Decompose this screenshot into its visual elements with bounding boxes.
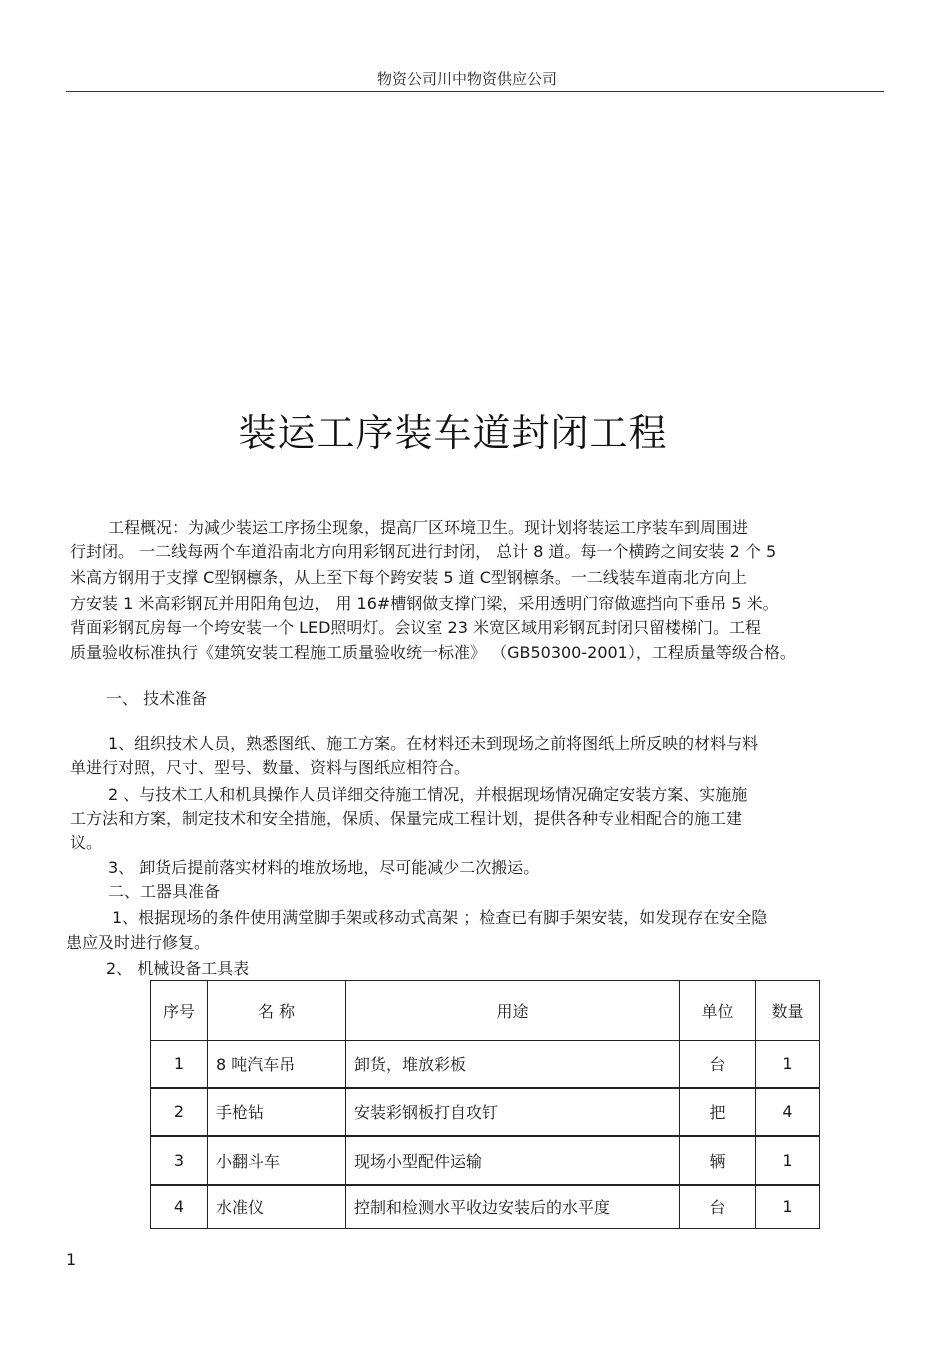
header-cell-use: 用途: [346, 981, 680, 1041]
cell-name: 水准仪: [208, 1185, 346, 1229]
cell-qty: 1: [756, 1041, 820, 1088]
cell-use: 现场小型配件运输: [346, 1136, 680, 1185]
paragraph-line: 单进行对照，尺寸、型号、数量、资料与图纸应相符合。: [70, 758, 471, 777]
cell-seq: 2: [151, 1088, 208, 1136]
equipment-table: [150, 980, 820, 1229]
paragraph-line: 议。: [70, 833, 103, 852]
cell-name: 小翻斗车: [208, 1136, 346, 1185]
cell-unit: 台: [680, 1041, 756, 1088]
overview-line: 背面彩钢瓦房每一个垮安装一个 LED照明灯。会议室 23 米宽区域用彩钢瓦封闭只留楼梯门。工程: [70, 618, 761, 637]
header-cell-qty: 数量: [756, 981, 820, 1041]
header-cell-name: 名 称: [208, 981, 346, 1041]
table-caption: 2、 机械设备工具表: [106, 959, 250, 978]
cell-use: 安装彩钢板打自攻钉: [346, 1088, 680, 1136]
table-row: [151, 1185, 820, 1229]
page-header: 物资公司川中物资供应公司: [376, 70, 557, 88]
overview-line: 行封闭。 一二线每两个车道沿南北方向用彩钢瓦进行封闭， 总计 8 道。每一个横跨之间安装 2 个 5: [70, 542, 777, 561]
cell-unit: 辆: [680, 1136, 756, 1185]
header-cell-unit: 单位: [680, 981, 756, 1041]
overview-line: 质量验收标准执行《建筑安装工程施工质量验收统一标准》 （GB50300-2001），工程质量等级合格。: [70, 643, 796, 662]
cell-qty: 1: [756, 1185, 820, 1229]
section-heading-tech: 一、 技术准备: [106, 689, 208, 708]
cell-qty: 1: [756, 1136, 820, 1185]
table-row: [151, 1041, 820, 1088]
paragraph-line: 工方法和方案，制定技术和安全措施，保质、保量完成工程计划，提供各种专业相配合的施工建: [70, 809, 743, 828]
header-cell-seq: 序号: [151, 981, 208, 1041]
section-heading-tools: 二、工器具准备: [108, 882, 221, 901]
table-header-row: [151, 981, 820, 1041]
overview-line: 方安装 1 米高彩钢瓦并用阳角包边， 用 16#槽钢做支撑门梁，采用透明门帘做遮挡向下垂吊 5 米。: [70, 594, 779, 613]
overview-line: 工程概况：为减少装运工序扬尘现象，提高厂区环境卫生。现计划将装运工序装车到周围进: [108, 518, 749, 537]
table-row: [151, 1136, 820, 1185]
cell-seq: 1: [151, 1041, 208, 1088]
cell-name: 8 吨汽车吊: [208, 1041, 346, 1088]
paragraph-line: 1、组织技术人员，熟悉图纸、施工方案。在材料还未到现场之前将图纸上所反映的材料与料: [108, 734, 759, 753]
cell-qty: 4: [756, 1088, 820, 1136]
cell-unit: 台: [680, 1185, 756, 1229]
cell-unit: 把: [680, 1088, 756, 1136]
cell-seq: 3: [151, 1136, 208, 1185]
page-number: 1: [66, 1250, 77, 1269]
cell-name: 手枪钻: [208, 1088, 346, 1136]
paragraph-line: 2 、与技术工人和机具操作人员详细交待施工情况，并根据现场情况确定安装方案、实施施: [108, 785, 748, 804]
paragraph-line: 3、 卸货后提前落实材料的堆放场地，尽可能减少二次搬运。: [108, 858, 540, 877]
cell-use: 卸货，堆放彩板: [346, 1041, 680, 1088]
cell-seq: 4: [151, 1185, 208, 1229]
overview-line: 米高方钢用于支撑 C型钢檩条，从上至下每个跨安装 5 道 C型钢檩条。一二线装车道南北方向上: [70, 568, 747, 587]
cell-use: 控制和检测水平收边安装后的水平度: [346, 1185, 680, 1229]
header-divider: [66, 91, 884, 92]
document-title: 装运工序装车道封闭工程: [238, 411, 668, 455]
table-row: [151, 1088, 820, 1136]
paragraph-line: 患应及时进行修复。: [66, 933, 211, 952]
paragraph-line: 1、根据现场的条件使用满堂脚手架或移动式高架 ；检查已有脚手架安装，如发现存在安全隐: [112, 908, 768, 927]
